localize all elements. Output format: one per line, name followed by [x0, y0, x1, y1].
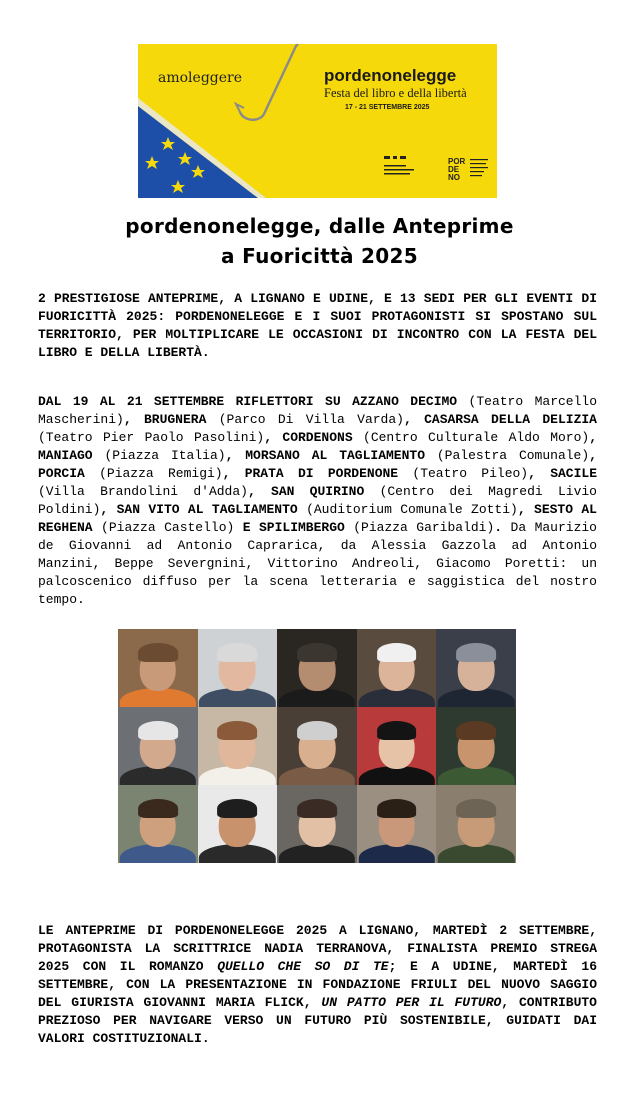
venue-place: PRATA DI PORDENONE — [244, 466, 413, 481]
venue-detail: (Teatro Pileo) — [412, 466, 529, 481]
portrait-hair — [377, 721, 417, 740]
outro-text-1: LE ANTEPRIME DI PORDENONELEGGE 2025 A LIGNANO, MARTEDÌ 2 SETTEMBRE, PROTAGONISTA LA SCRITTRICE NADIA TERRANOVA, FINALISTA PREMIO STREGA 2025 CON IL ROMANZO — [38, 923, 597, 974]
author-portrait-2 — [198, 629, 278, 707]
portrait-hair — [456, 721, 496, 740]
outro-text-2: ; E A UDINE, MARTEDÌ 16 SETTEMBRE, CON LA PRESENTAZIONE IN FONDAZIONE FRIULI DEL NUOVO SAGGIO DEL GIURISTA GIOVANNI MARIA FLICK, — [38, 959, 597, 1010]
author-portrait-8 — [277, 707, 357, 785]
intro-paragraph: 2 PRESTIGIOSE ANTEPRIME, A LIGNANO E UDINE, E 13 SEDI PER GLI EVENTI DI FUORICITTÀ 2025: PORDENONELEGGE E I SUOI PROTAGONISTI SI SPOSTANO SUL TERRITORIO, PER MOLTIPLICARE LE OCCASIONI DI INCONTRO CON LA FESTA DEL LIBRO E DELLA LIBERTÀ. — [38, 291, 597, 360]
banner-title: pordenonelegge — [324, 66, 457, 85]
venue-place: SAN VITO AL TAGLIAMENTO — [116, 502, 307, 517]
book-title-quello-che-so-di-te: QUELLO CHE SO DI TE — [217, 959, 389, 974]
venue-detail: (Villa Brandolini d'Adda) — [38, 484, 248, 499]
venue-detail: (Teatro Pier Paolo Pasolini) — [38, 430, 265, 445]
previews-paragraph — [38, 922, 597, 1048]
portrait-hair — [456, 643, 496, 662]
portrait-hair — [297, 799, 337, 818]
venue-detail: (Teatro Marcello Mascherini) — [38, 394, 597, 427]
venue-detail: (Centro Culturale Aldo Moro) — [363, 430, 590, 445]
svg-text:DE: DE — [448, 165, 460, 174]
banner-dates: 17 - 21 SETTEMBRE 2025 — [345, 104, 430, 111]
author-portrait-4 — [357, 629, 437, 707]
author-portrait-13 — [277, 785, 357, 863]
author-portrait-10 — [436, 707, 516, 785]
venue-place: CASARSA DELLA DELIZIA — [424, 412, 597, 427]
portrait-hair — [297, 643, 337, 662]
venue-place: SACILE — [550, 466, 597, 481]
author-portrait-15 — [436, 785, 516, 863]
author-portrait-14 — [357, 785, 437, 863]
book-title-un-patto-per-il-futuro: UN PATTO PER IL FUTURO — [321, 995, 502, 1010]
venue-detail: (Piazza Remigi) — [99, 466, 223, 481]
portrait-hair — [377, 799, 417, 818]
venue-place: PORCIA — [38, 466, 100, 481]
portrait-hair — [138, 799, 178, 818]
author-portrait-1 — [118, 629, 198, 707]
portrait-hair — [377, 643, 417, 662]
festival-banner — [138, 44, 497, 198]
portrait-hair — [297, 721, 337, 740]
venue-place: MANIAGO — [38, 448, 105, 463]
author-portrait-12 — [198, 785, 278, 863]
portrait-hair — [456, 799, 496, 818]
venue-place: AZZANO DECIMO — [352, 394, 469, 409]
authors-photo-grid — [118, 629, 516, 863]
pordenone-logo-icon — [448, 156, 492, 182]
author-portrait-6 — [118, 707, 198, 785]
venue-place: SESTO AL REGHENA — [38, 502, 597, 535]
svg-text:POR: POR — [448, 157, 466, 166]
venue-detail: (Piazza Castello) — [101, 520, 235, 535]
portrait-hair — [138, 643, 178, 662]
author-portrait-5 — [436, 629, 516, 707]
venue-place: SAN QUIRINO — [271, 484, 380, 499]
banner-subtitle: Festa del libro e della libertà — [324, 86, 467, 100]
venue-detail: (Centro dei Magredi Livio Poldini) — [38, 484, 597, 517]
venue-detail: (Piazza Italia) — [104, 448, 226, 463]
headline-line-2: a Fuoricittà 2025 — [221, 244, 418, 268]
author-portrait-9 — [357, 707, 437, 785]
portrait-hair — [217, 799, 257, 818]
portrait-hair — [217, 643, 257, 662]
venue-place: MORSANO AL TAGLIAMENTO — [245, 448, 437, 463]
headline-line-1: pordenonelegge, dalle Anteprime — [125, 214, 514, 238]
venues-closing: Da Maurizio de Giovanni ad Antonio Caprarica, da Alessia Gazzola ad Antonio Manzini, Beppe Severgnini, Vittorino Andreoli, Giacomo Poretti: un palcoscenico diffuso per la scena letteraria e saggistica del nostro tempo. — [38, 520, 597, 607]
fondazione-pordenonelegge-logo-icon — [384, 156, 418, 178]
portrait-hair — [217, 721, 257, 740]
author-portrait-11 — [118, 785, 198, 863]
venues-lead: DAL 19 AL 21 SETTEMBRE RIFLETTORI SU — [38, 394, 353, 409]
author-portrait-7 — [198, 707, 278, 785]
author-portrait-3 — [277, 629, 357, 707]
venue-detail: (Parco Di Villa Varda) — [218, 412, 404, 427]
venue-place: CORDENONS — [282, 430, 364, 445]
venues-paragraph: DAL 19 AL 21 SETTEMBRE RIFLETTORI SU AZZANO DECIMO (Teatro Marcello Mascherini), BRUGNERA (Parco Di Villa Varda), CASARSA DELLA DELIZIA (Teatro Pier Paolo Pasolini), CORDENONS (Centro Culturale Aldo Moro), MANIAGO (Piazza Italia), MORSANO AL TAGLIAMENTO (Palestra Comunale), PORCIA (Piazza Remigi), PRATA DI PORDENONE (Teatro Pileo), SACILE (Villa Brandolini d'Adda), SAN QUIRINO (Centro dei Magredi Livio Poldini), SAN VITO AL TAGLIAMENTO (Auditorium Comunale Zotti), SESTO AL REGHENA (Piazza Castello) E SPILIMBERGO (Piazza Garibaldi). Da Maurizio de Giovanni ad Antonio Caprarica, da Alessia Gazzola ad Antonio Manzini, Beppe Severgnini, Vittorino Andreoli, Giacomo Poretti: un palcoscenico diffuso per la scena letteraria e saggistica del nostro tempo. — [38, 394, 598, 607]
portrait-hair — [138, 721, 178, 740]
venue-detail: (Piazza Garibaldi) — [353, 520, 495, 535]
svg-text:NO: NO — [448, 173, 460, 182]
outro-text-3: , CONTRIBUTO PREZIOSO PER NAVIGARE VERSO UN FUTURO PIÙ SOSTENIBILE, GUIDATI DAI VALORI COSTITUZIONALI. — [38, 995, 597, 1046]
amoleggere-brand: amoleggere — [158, 70, 242, 86]
venue-place: BRUGNERA — [143, 412, 219, 427]
venue-detail: (Auditorium Comunale Zotti) — [306, 502, 518, 517]
venue-place: SPILIMBERGO — [258, 520, 354, 535]
venue-detail: (Palestra Comunale) — [436, 448, 590, 463]
